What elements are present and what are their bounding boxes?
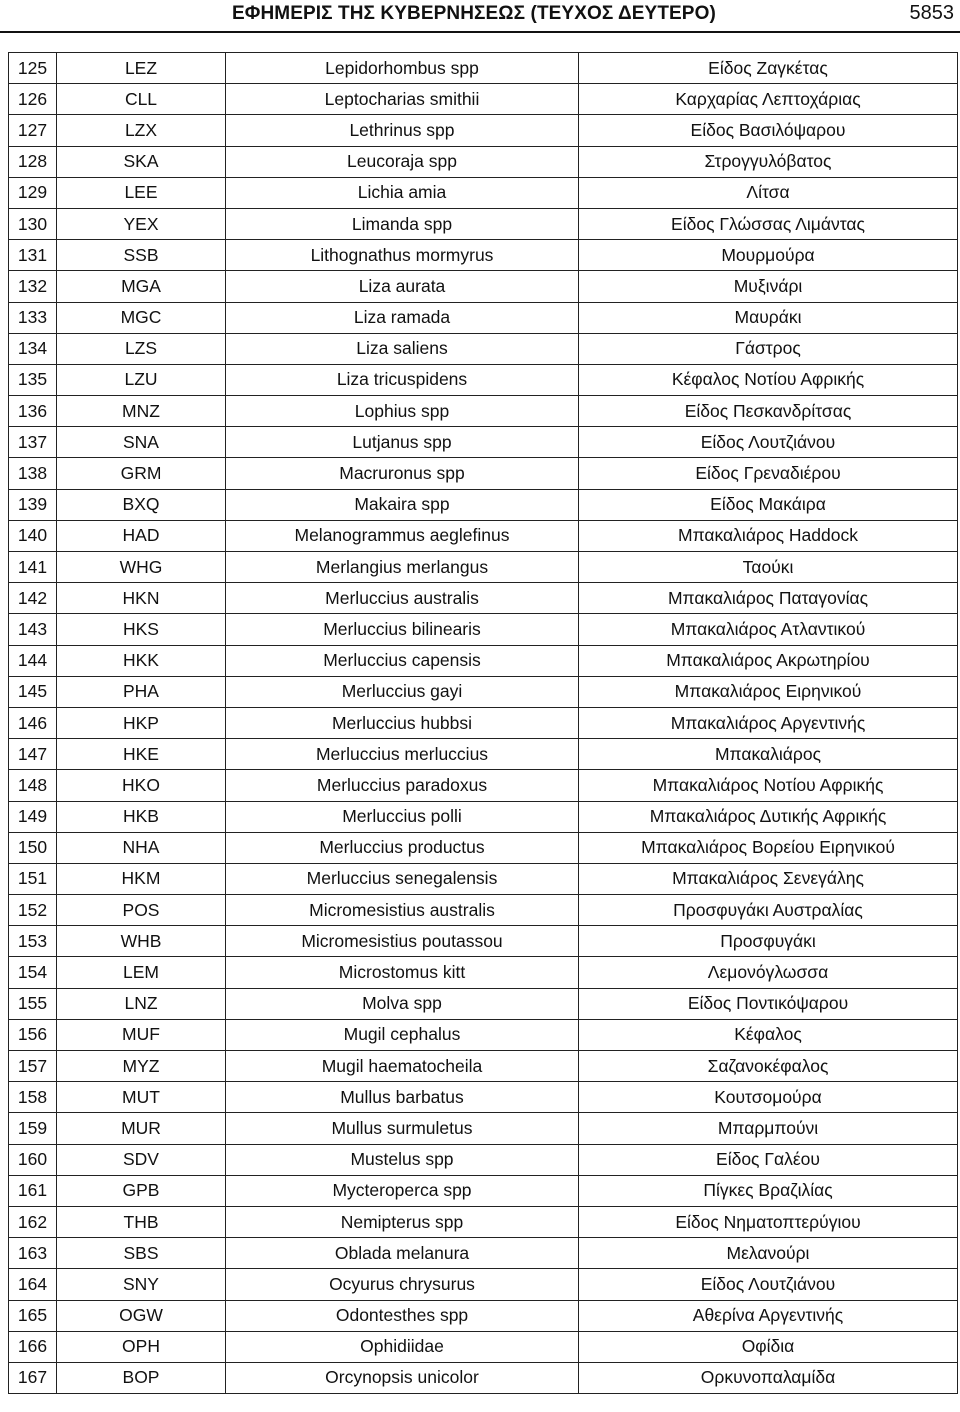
greek-name-cell: Μελανούρι <box>579 1238 958 1269</box>
scientific-name-cell: Merluccius australis <box>226 583 579 614</box>
row-number-cell: 154 <box>9 957 57 988</box>
greek-name-cell: Σαζανοκέφαλος <box>579 1051 958 1082</box>
row-number-cell: 165 <box>9 1300 57 1331</box>
row-number-cell: 137 <box>9 427 57 458</box>
scientific-name-cell: Mullus barbatus <box>226 1082 579 1113</box>
species-code-cell: POS <box>57 895 226 926</box>
scientific-name-cell: Leptocharias smithii <box>226 84 579 115</box>
greek-name-cell: Μπακαλιάρος Παταγονίας <box>579 583 958 614</box>
scientific-name-cell: Molva spp <box>226 988 579 1019</box>
row-number-cell: 162 <box>9 1206 57 1237</box>
species-code-cell: MNZ <box>57 396 226 427</box>
table-row <box>9 302 958 333</box>
table-row <box>9 770 958 801</box>
species-table <box>8 52 958 1394</box>
greek-name-cell: Είδος Νηματοπτερύγιου <box>579 1206 958 1237</box>
scientific-name-cell: Merluccius gayi <box>226 676 579 707</box>
greek-name-cell: Μπακαλιάρος Δυτικής Αφρικής <box>579 801 958 832</box>
species-code-cell: SSB <box>57 240 226 271</box>
table-row <box>9 863 958 894</box>
greek-name-cell: Λίτσα <box>579 177 958 208</box>
table-row <box>9 801 958 832</box>
scientific-name-cell: Micromesistius australis <box>226 895 579 926</box>
table-row <box>9 552 958 583</box>
greek-name-cell: Προσφυγάκι <box>579 926 958 957</box>
greek-name-cell: Είδος Μακάιρα <box>579 489 958 520</box>
row-number-cell: 151 <box>9 863 57 894</box>
row-number-cell: 129 <box>9 177 57 208</box>
page-number: 5853 <box>909 2 954 24</box>
species-code-cell: HKM <box>57 863 226 894</box>
species-code-cell: LEZ <box>57 53 226 84</box>
row-number-cell: 148 <box>9 770 57 801</box>
greek-name-cell: Μπακαλιάρος Αργεντινής <box>579 707 958 738</box>
row-number-cell: 139 <box>9 489 57 520</box>
species-code-cell: OPH <box>57 1331 226 1362</box>
row-number-cell: 149 <box>9 801 57 832</box>
scientific-name-cell: Lophius spp <box>226 396 579 427</box>
row-number-cell: 146 <box>9 707 57 738</box>
scientific-name-cell: Merlangius merlangus <box>226 552 579 583</box>
species-code-cell: MUF <box>57 1019 226 1050</box>
scientific-name-cell: Nemipterus spp <box>226 1206 579 1237</box>
greek-name-cell: Ταούκι <box>579 552 958 583</box>
scientific-name-cell: Merluccius bilinearis <box>226 614 579 645</box>
greek-name-cell: Μπακαλιάρος Σενεγάλης <box>579 863 958 894</box>
table-row <box>9 1175 958 1206</box>
table-row <box>9 988 958 1019</box>
scientific-name-cell: Lutjanus spp <box>226 427 579 458</box>
row-number-cell: 158 <box>9 1082 57 1113</box>
species-code-cell: HKE <box>57 739 226 770</box>
table-row <box>9 208 958 239</box>
row-number-cell: 152 <box>9 895 57 926</box>
greek-name-cell: Μπακαλιάρος Βορείου Ειρηνικού <box>579 832 958 863</box>
species-code-cell: THB <box>57 1206 226 1237</box>
row-number-cell: 138 <box>9 458 57 489</box>
species-code-cell: BXQ <box>57 489 226 520</box>
species-code-cell: YEX <box>57 208 226 239</box>
scientific-name-cell: Mullus surmuletus <box>226 1113 579 1144</box>
scientific-name-cell: Leucoraja spp <box>226 146 579 177</box>
species-code-cell: HKN <box>57 583 226 614</box>
scientific-name-cell: Liza tricuspidens <box>226 364 579 395</box>
table-row <box>9 1300 958 1331</box>
scientific-name-cell: Lichia amia <box>226 177 579 208</box>
scientific-name-cell: Merluccius polli <box>226 801 579 832</box>
row-number-cell: 166 <box>9 1331 57 1362</box>
row-number-cell: 163 <box>9 1238 57 1269</box>
species-code-cell: MYZ <box>57 1051 226 1082</box>
table-row <box>9 240 958 271</box>
row-number-cell: 130 <box>9 208 57 239</box>
table-row <box>9 115 958 146</box>
row-number-cell: 140 <box>9 520 57 551</box>
scientific-name-cell: Merluccius paradoxus <box>226 770 579 801</box>
species-code-cell: HKS <box>57 614 226 645</box>
species-code-cell: LEE <box>57 177 226 208</box>
row-number-cell: 142 <box>9 583 57 614</box>
table-row <box>9 895 958 926</box>
scientific-name-cell: Melanogrammus aeglefinus <box>226 520 579 551</box>
scientific-name-cell: Liza saliens <box>226 333 579 364</box>
table-row <box>9 84 958 115</box>
greek-name-cell: Αθερίνα Αργεντινής <box>579 1300 958 1331</box>
table-row <box>9 427 958 458</box>
greek-name-cell: Είδος Λουτζιάνου <box>579 1269 958 1300</box>
greek-name-cell: Κέφαλος <box>579 1019 958 1050</box>
scientific-name-cell: Lithognathus mormyrus <box>226 240 579 271</box>
species-code-cell: SNA <box>57 427 226 458</box>
scientific-name-cell: Mycteroperca spp <box>226 1175 579 1206</box>
table-row <box>9 333 958 364</box>
table-row <box>9 271 958 302</box>
header-divider <box>0 31 960 33</box>
species-code-cell: NHA <box>57 832 226 863</box>
species-code-cell: GRM <box>57 458 226 489</box>
scientific-name-cell: Mustelus spp <box>226 1144 579 1175</box>
scientific-name-cell: Lepidorhombus spp <box>226 53 579 84</box>
greek-name-cell: Είδος Γρεναδιέρου <box>579 458 958 489</box>
species-code-cell: SBS <box>57 1238 226 1269</box>
greek-name-cell: Είδος Πεσκανδρίτσας <box>579 396 958 427</box>
species-code-cell: SNY <box>57 1269 226 1300</box>
greek-name-cell: Είδος Λουτζιάνου <box>579 427 958 458</box>
row-number-cell: 127 <box>9 115 57 146</box>
scientific-name-cell: Micromesistius poutassou <box>226 926 579 957</box>
scientific-name-cell: Orcynopsis unicolor <box>226 1362 579 1393</box>
row-number-cell: 131 <box>9 240 57 271</box>
scientific-name-cell: Microstomus kitt <box>226 957 579 988</box>
scientific-name-cell: Macruronus spp <box>226 458 579 489</box>
scientific-name-cell: Merluccius senegalensis <box>226 863 579 894</box>
species-code-cell: OGW <box>57 1300 226 1331</box>
row-number-cell: 133 <box>9 302 57 333</box>
species-code-cell: LZU <box>57 364 226 395</box>
species-code-cell: LZX <box>57 115 226 146</box>
table-row <box>9 1113 958 1144</box>
species-code-cell: PHA <box>57 676 226 707</box>
species-code-cell: BOP <box>57 1362 226 1393</box>
row-number-cell: 141 <box>9 552 57 583</box>
greek-name-cell: Γάστρος <box>579 333 958 364</box>
row-number-cell: 155 <box>9 988 57 1019</box>
greek-name-cell: Είδος Βασιλόψαρου <box>579 115 958 146</box>
species-code-cell: CLL <box>57 84 226 115</box>
row-number-cell: 128 <box>9 146 57 177</box>
table-row <box>9 520 958 551</box>
table-row <box>9 489 958 520</box>
scientific-name-cell: Mugil cephalus <box>226 1019 579 1050</box>
row-number-cell: 153 <box>9 926 57 957</box>
table-row <box>9 739 958 770</box>
scientific-name-cell: Merluccius hubbsi <box>226 707 579 738</box>
row-number-cell: 156 <box>9 1019 57 1050</box>
scientific-name-cell: Makaira spp <box>226 489 579 520</box>
row-number-cell: 147 <box>9 739 57 770</box>
table-row <box>9 1019 958 1050</box>
table-row <box>9 1144 958 1175</box>
species-code-cell: HKB <box>57 801 226 832</box>
greek-name-cell: Είδος Γλώσσας Λιμάντας <box>579 208 958 239</box>
greek-name-cell: Μπαρμπούνι <box>579 1113 958 1144</box>
table-row <box>9 645 958 676</box>
scientific-name-cell: Lethrinus spp <box>226 115 579 146</box>
greek-name-cell: Είδος Ζαγκέτας <box>579 53 958 84</box>
greek-name-cell: Μουρμούρα <box>579 240 958 271</box>
table-row <box>9 832 958 863</box>
row-number-cell: 143 <box>9 614 57 645</box>
greek-name-cell: Ορκυνοπαλαμίδα <box>579 1362 958 1393</box>
scientific-name-cell: Merluccius productus <box>226 832 579 863</box>
greek-name-cell: Λεμονόγλωσσα <box>579 957 958 988</box>
greek-name-cell: Είδος Ποντικόψαρου <box>579 988 958 1019</box>
row-number-cell: 150 <box>9 832 57 863</box>
row-number-cell: 161 <box>9 1175 57 1206</box>
greek-name-cell: Οφίδια <box>579 1331 958 1362</box>
greek-name-cell: Κουτσομούρα <box>579 1082 958 1113</box>
table-row <box>9 957 958 988</box>
row-number-cell: 125 <box>9 53 57 84</box>
table-row <box>9 614 958 645</box>
scientific-name-cell: Ophidiidae <box>226 1331 579 1362</box>
table-row <box>9 1082 958 1113</box>
row-number-cell: 126 <box>9 84 57 115</box>
table-row <box>9 1331 958 1362</box>
table-row <box>9 583 958 614</box>
species-code-cell: HKK <box>57 645 226 676</box>
table-row <box>9 707 958 738</box>
species-code-cell: WHB <box>57 926 226 957</box>
table-row <box>9 676 958 707</box>
greek-name-cell: Είδος Γαλέου <box>579 1144 958 1175</box>
greek-name-cell: Μπακαλιάρος Ατλαντικού <box>579 614 958 645</box>
species-code-cell: SKA <box>57 146 226 177</box>
table-row <box>9 396 958 427</box>
species-code-cell: MGA <box>57 271 226 302</box>
scientific-name-cell: Liza ramada <box>226 302 579 333</box>
greek-name-cell: Καρχαρίας Λεπτοχάριας <box>579 84 958 115</box>
row-number-cell: 132 <box>9 271 57 302</box>
species-code-cell: HKP <box>57 707 226 738</box>
species-code-cell: MGC <box>57 302 226 333</box>
species-code-cell: MUT <box>57 1082 226 1113</box>
row-number-cell: 159 <box>9 1113 57 1144</box>
table-row <box>9 53 958 84</box>
greek-name-cell: Πίγκες Βραζιλίας <box>579 1175 958 1206</box>
table-row <box>9 1238 958 1269</box>
row-number-cell: 157 <box>9 1051 57 1082</box>
table-row <box>9 364 958 395</box>
greek-name-cell: Μπακαλιάρος Ειρηνικού <box>579 676 958 707</box>
species-code-cell: WHG <box>57 552 226 583</box>
species-code-cell: LEM <box>57 957 226 988</box>
greek-name-cell: Μυξινάρι <box>579 271 958 302</box>
row-number-cell: 136 <box>9 396 57 427</box>
table-row <box>9 1362 958 1393</box>
table-row <box>9 458 958 489</box>
species-code-cell: MUR <box>57 1113 226 1144</box>
row-number-cell: 167 <box>9 1362 57 1393</box>
row-number-cell: 164 <box>9 1269 57 1300</box>
scientific-name-cell: Ocyurus chrysurus <box>226 1269 579 1300</box>
scientific-name-cell: Merluccius capensis <box>226 645 579 676</box>
table-row <box>9 146 958 177</box>
scientific-name-cell: Limanda spp <box>226 208 579 239</box>
scientific-name-cell: Liza aurata <box>226 271 579 302</box>
greek-name-cell: Μπακαλιάρος <box>579 739 958 770</box>
gazette-title: ΕΦΗΜΕΡΙΣ ΤΗΣ ΚΥΒΕΡΝΗΣΕΩΣ (ΤΕΥΧΟΣ ΔΕΥΤΕΡΟ) <box>232 3 716 24</box>
table-row <box>9 177 958 208</box>
species-code-cell: GPB <box>57 1175 226 1206</box>
greek-name-cell: Κέφαλος Νοτίου Αφρικής <box>579 364 958 395</box>
table-row <box>9 1269 958 1300</box>
species-code-cell: LZS <box>57 333 226 364</box>
greek-name-cell: Μαυράκι <box>579 302 958 333</box>
row-number-cell: 134 <box>9 333 57 364</box>
species-code-cell: HAD <box>57 520 226 551</box>
page-header <box>0 0 960 34</box>
table-row <box>9 926 958 957</box>
row-number-cell: 160 <box>9 1144 57 1175</box>
scientific-name-cell: Oblada melanura <box>226 1238 579 1269</box>
scientific-name-cell: Mugil haematocheila <box>226 1051 579 1082</box>
row-number-cell: 135 <box>9 364 57 395</box>
scientific-name-cell: Odontesthes spp <box>226 1300 579 1331</box>
row-number-cell: 144 <box>9 645 57 676</box>
species-code-cell: LNZ <box>57 988 226 1019</box>
greek-name-cell: Μπακαλιάρος Ακρωτηρίου <box>579 645 958 676</box>
greek-name-cell: Μπακαλιάρος Νοτίου Αφρικής <box>579 770 958 801</box>
greek-name-cell: Μπακαλιάρος Haddock <box>579 520 958 551</box>
species-code-cell: HKO <box>57 770 226 801</box>
row-number-cell: 145 <box>9 676 57 707</box>
greek-name-cell: Στρογγυλόβατος <box>579 146 958 177</box>
scientific-name-cell: Merluccius merluccius <box>226 739 579 770</box>
table-row <box>9 1206 958 1237</box>
species-table-body <box>9 53 958 1394</box>
greek-name-cell: Προσφυγάκι Αυστραλίας <box>579 895 958 926</box>
species-code-cell: SDV <box>57 1144 226 1175</box>
table-row <box>9 1051 958 1082</box>
